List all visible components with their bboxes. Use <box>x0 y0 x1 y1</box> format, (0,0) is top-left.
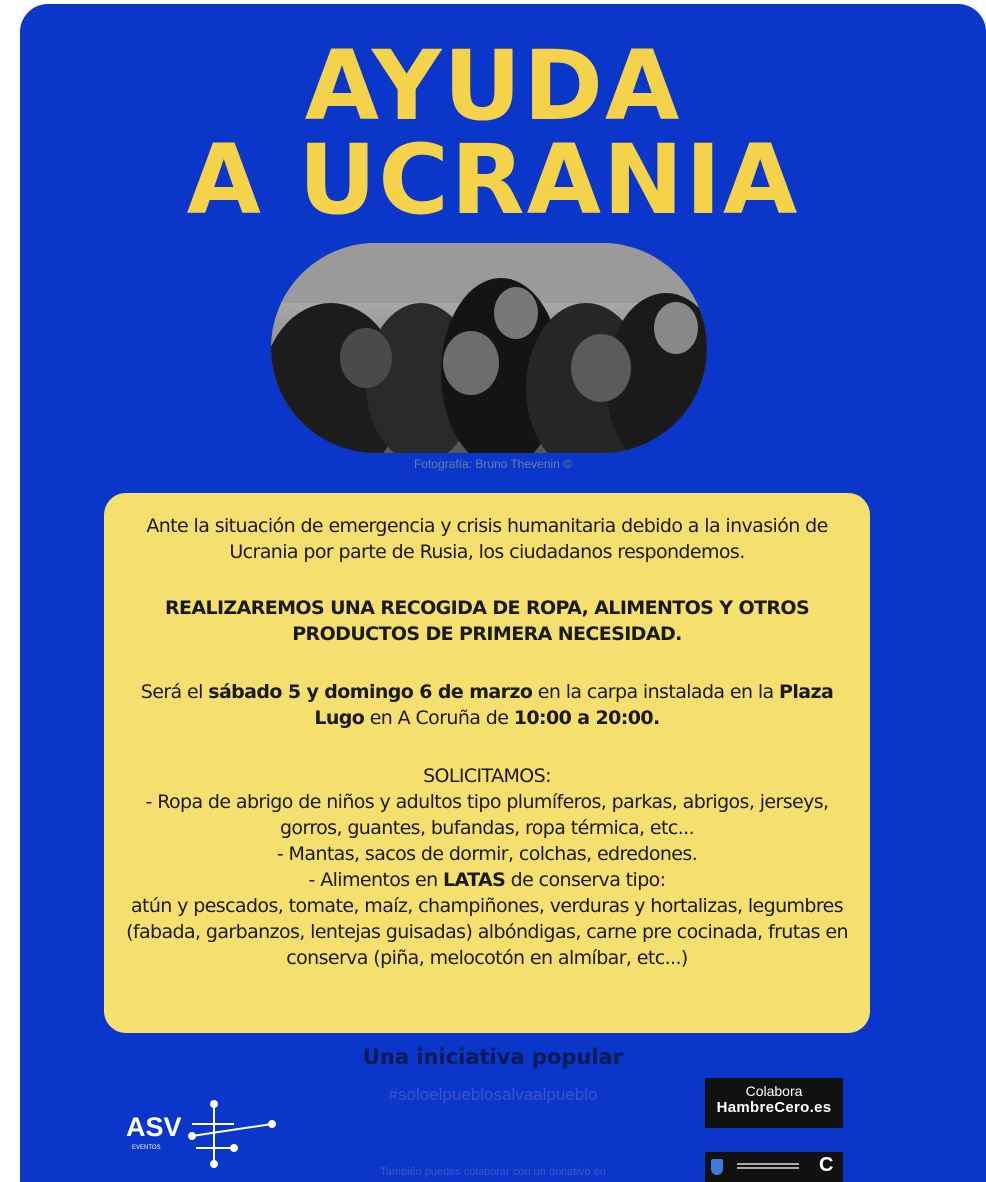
food-text-1: - Alimentos en <box>308 869 443 891</box>
event-dates: sábado 5 y domingo 6 de marzo <box>208 681 533 703</box>
colabora-label: Colabora <box>745 1083 803 1099</box>
event-place: Plaza Lugo <box>314 681 834 729</box>
asv-network-icon <box>184 1098 280 1175</box>
hambrecero-label: HambreCero.es <box>716 1099 832 1116</box>
collection-callout: REALIZAREMOS UNA RECOGIDA DE ROPA, ALIMENTOS Y OTROS PRODUCTOS DE PRIMERA NECESIDAD. <box>164 597 810 645</box>
when-text-1: Será el <box>140 681 209 703</box>
event-hours: 10:00 a 20:00. <box>513 707 660 729</box>
request-list <box>124 763 850 971</box>
crowd-photo <box>271 243 707 453</box>
photo-credit: Fotografía: Bruno Thevenin © <box>413 457 573 471</box>
asv-logo-subtitle: EVENTOS <box>132 1145 161 1151</box>
request-item-clothing: - Ropa de abrigo de niños y adultos tipo plumíferos, parkas, abrigos, jerseys, gorros, guantes, bufandas, ropa térmica, etc... <box>145 791 829 839</box>
title-line-2: A UCRANIA <box>186 124 800 236</box>
request-item-bedding: - Mantas, sacos de dormir, colchas, edredones. <box>276 843 698 865</box>
request-heading: SOLICITAMOS: <box>423 765 551 787</box>
council-name-lines <box>737 1163 799 1165</box>
donation-footnote: También puedes colaborar con un donativo en <box>380 1166 606 1178</box>
title-line-1: AYUDA <box>304 30 682 142</box>
council-letter: C <box>819 1154 834 1176</box>
request-food-list: atún y pescados, tomate, maíz, champiñones, verduras y hortalizas, legumbres (fabada, garbanzos, lentejas guisadas) albóndigas, carne pre cocinada, frutas en conserva (piña, melocotón en almíbar, etc...) <box>126 895 848 969</box>
food-cans: LATAS <box>442 869 506 891</box>
info-box <box>104 493 870 1033</box>
city-council-logo <box>705 1152 843 1182</box>
event-details <box>124 679 850 731</box>
when-text-2: en la carpa instalada en la <box>532 681 780 703</box>
food-text-2: de conserva tipo: <box>505 869 666 891</box>
request-item-food <box>124 867 850 893</box>
initiative-label: Una iniciativa popular <box>362 1045 624 1069</box>
intro-text: Ante la situación de emergencia y crisis humanitaria debido a la invasión de Ucrania por parte de Rusia, los ciudadanos respondemos. <box>146 515 828 563</box>
hambrecero-logo <box>705 1078 843 1128</box>
hashtag: #soloelpueblosalvaalpueblo <box>388 1085 598 1104</box>
shield-icon <box>711 1159 723 1175</box>
asv-logo: ASV <box>126 1112 182 1142</box>
when-text-3: en A Coruña de <box>364 707 514 729</box>
